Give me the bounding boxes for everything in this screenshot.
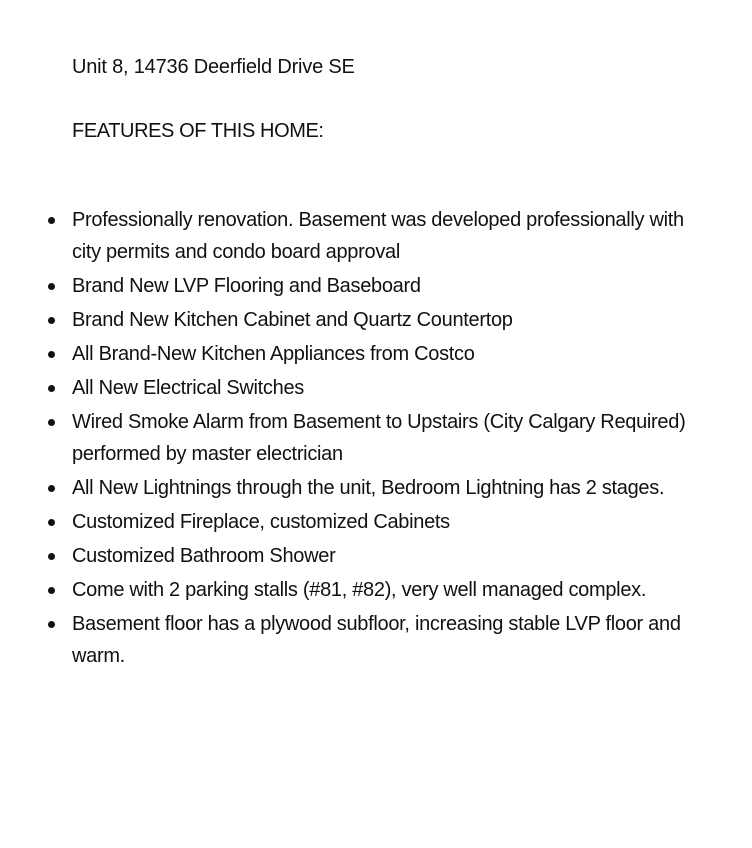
feature-item [72,270,692,302]
feature-text: Professionally renovation. Basement was developed professionally with city permits and condo board approval [72,209,684,263]
feature-item [72,608,692,672]
feature-text: Customized Bathroom Shower [72,545,336,567]
feature-item [72,574,692,606]
property-address: Unit 8, 14736 Deerfield Drive SE [72,56,355,78]
bullet-dot-icon [48,485,55,492]
feature-item [72,304,692,336]
feature-item [72,472,692,504]
bullet-dot-icon [48,621,55,628]
feature-text: Wired Smoke Alarm from Basement to Upstairs (City Calgary Required) performed by master electrician [72,411,686,465]
feature-text: Customized Fireplace, customized Cabinets [72,511,450,533]
feature-item [72,406,692,470]
feature-text: All New Electrical Switches [72,377,304,399]
feature-text: Basement floor has a plywood subfloor, increasing stable LVP floor and warm. [72,613,681,667]
feature-item [72,338,692,370]
bullet-dot-icon [48,419,55,426]
bullet-dot-icon [48,519,55,526]
feature-text: Brand New LVP Flooring and Baseboard [72,275,421,297]
feature-item [72,540,692,572]
features-list [72,204,692,674]
feature-text: All New Lightnings through the unit, Bedroom Lightning has 2 stages. [72,477,665,499]
bullet-dot-icon [48,317,55,324]
feature-item [72,204,692,268]
feature-text: Come with 2 parking stalls (#81, #82), very well managed complex. [72,579,647,601]
features-heading: FEATURES OF THIS HOME: [72,120,324,142]
feature-text: Brand New Kitchen Cabinet and Quartz Countertop [72,309,513,331]
feature-text: All Brand-New Kitchen Appliances from Costco [72,343,475,365]
feature-item [72,372,692,404]
bullet-dot-icon [48,553,55,560]
bullet-dot-icon [48,587,55,594]
bullet-dot-icon [48,283,55,290]
bullet-dot-icon [48,351,55,358]
feature-item [72,506,692,538]
bullet-dot-icon [48,217,55,224]
bullet-dot-icon [48,385,55,392]
